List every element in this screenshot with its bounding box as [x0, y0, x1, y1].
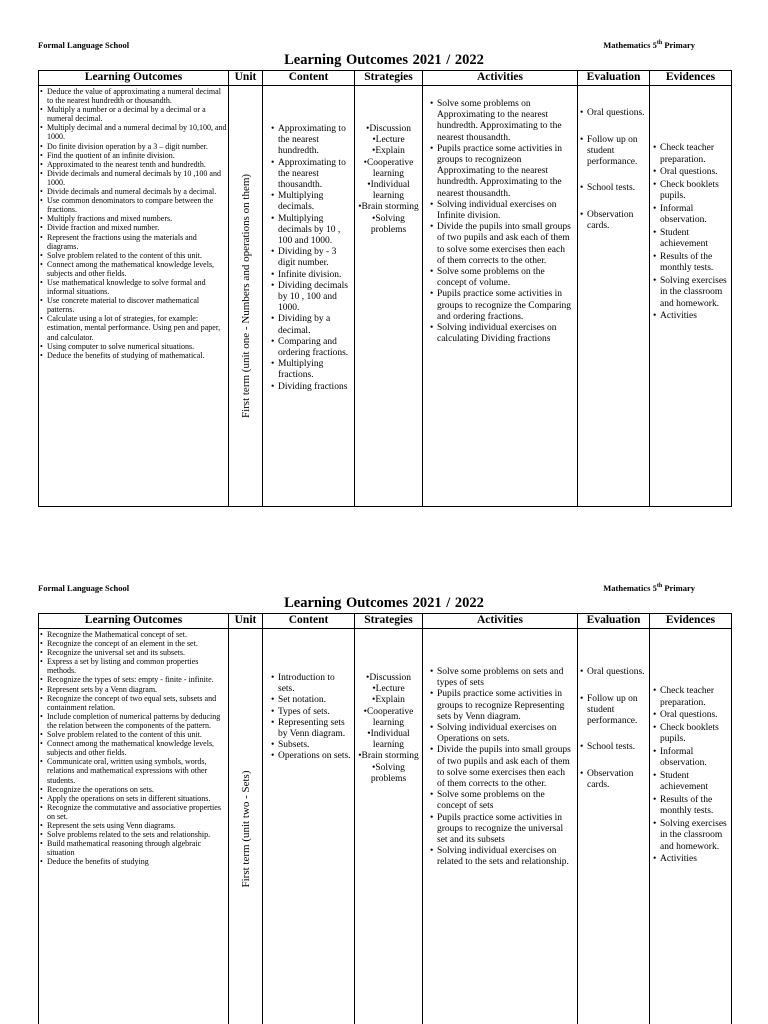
list-item: • Multiplying decimals by 10 , 100 and 1000.	[270, 214, 351, 248]
list-item: • Connect among the mathematical knowledge levels, subjects and other fields.	[39, 260, 228, 278]
header-learning-outcomes: Learning Outcomes	[39, 71, 229, 86]
header-strategies: Strategies	[355, 614, 423, 629]
list-item: • Subsets.	[270, 740, 351, 751]
outcomes-list	[39, 87, 228, 360]
list-item: • Comparing and ordering fractions.	[270, 337, 351, 359]
list-item: • Solving individual exercises on calculating Dividing fractions	[428, 323, 573, 345]
list-item: • Solve some problems on sets and types of sets	[428, 667, 573, 689]
list-item: • Informal observation.	[651, 747, 731, 770]
learning-outcomes-table	[38, 613, 732, 1024]
page-title: Learning Outcomes 2021 / 2022	[284, 595, 484, 611]
list-item: • Deduce the benefits of studying	[39, 857, 228, 866]
list-item: • Solve some problems on Approximating to the nearest hundredth. Approximating to the nearest thousandth.	[428, 99, 573, 144]
content-list	[263, 673, 354, 763]
evidences-cell	[650, 86, 732, 507]
list-item: • Observation cards.	[579, 210, 649, 232]
list-item: • Check booklets pupils.	[651, 723, 731, 746]
list-item: • Introduction to sets.	[270, 673, 351, 695]
list-item: • Deduce the benefits of studying of mathematical.	[39, 351, 228, 360]
list-item: • Dividing by - 3 digit number.	[270, 247, 351, 269]
list-item: • Discussion	[355, 673, 422, 684]
evaluation-cell	[578, 86, 650, 507]
unit-cell	[229, 629, 263, 1024]
list-item: • Solving problems	[355, 214, 422, 236]
list-item: • Divide fraction and mixed number.	[39, 223, 228, 232]
list-item: • Recognize the types of sets: empty - finite - infinite.	[39, 675, 228, 684]
subject-label: Mathematics 5th Primary	[603, 583, 695, 593]
list-item: • Divide decimals and numeral decimals by a decimal.	[39, 187, 228, 196]
activities-list	[423, 667, 577, 869]
list-item: • Activities	[651, 311, 731, 323]
list-item: • Solving individual exercises on Infinite division.	[428, 200, 573, 222]
list-item: • Represent sets by a Venn diagram.	[39, 685, 228, 694]
content-cell	[263, 86, 355, 507]
page-title: Learning Outcomes 2021 / 2022	[284, 52, 484, 68]
unit-label: First term (unit two - Sets)	[239, 769, 252, 888]
list-item: • Recognize the operations on sets.	[39, 785, 228, 794]
list-item: • Divide decimals and numeral decimals by 10 ,100 and 1000.	[39, 169, 228, 187]
list-item: • Calculate using a lot of strategies, for example: estimation, mental performance. Using pen and paper, and calculator.	[39, 314, 228, 341]
list-item: • Dividing fractions	[270, 382, 351, 393]
list-item: • Include completion of numerical patterns by deducing the relation between the components of the pattern.	[39, 712, 228, 730]
list-item: • Approximated to the nearest tenth and hundredth.	[39, 160, 228, 169]
content-list	[263, 124, 354, 393]
list-item: • Explain	[355, 695, 422, 706]
list-item: • Using computer to solve numerical situations.	[39, 342, 228, 351]
evaluation-list	[579, 667, 649, 791]
list-item: • Discussion	[355, 124, 422, 135]
activities-list	[423, 99, 577, 345]
content-cell	[263, 629, 355, 1024]
list-item: • Oral questions.	[651, 710, 731, 722]
list-item: • Recognize the concept of an element in the set.	[39, 639, 228, 648]
list-item: • Dividing decimals by 10 , 100 and 1000.	[270, 281, 351, 315]
evaluation-cell	[578, 629, 650, 1024]
list-item: • Solve problems related to the sets and relationship.	[39, 830, 228, 839]
list-item: • Pupils practice some activities in groups to recognizeon Approximating to the nearest hundredth. Approximating to the nearest thousandth.	[428, 144, 573, 200]
header-strategies: Strategies	[355, 71, 423, 86]
list-item: • Check booklets pupils.	[651, 180, 731, 203]
list-item: • Solve problem related to the content of this unit.	[39, 730, 228, 739]
unit-label: First term (unit one - Numbers and operations on them)	[239, 173, 252, 419]
outcomes-cell	[39, 86, 229, 507]
list-item: • Divide the pupils into small groups of two pupils and ask each of them to solve some exercises then each of them corrects to the other.	[428, 222, 573, 267]
list-item: • Recognize the concept of two equal sets, subsets and containment relation.	[39, 694, 228, 712]
activities-cell	[423, 629, 578, 1024]
list-item: • Set notation.	[270, 695, 351, 706]
list-item: • Multiply fractions and mixed numbers.	[39, 214, 228, 223]
list-item: • Activities	[651, 854, 731, 866]
header-unit: Unit	[229, 614, 263, 629]
list-item: • Deduce the value of approximating a numeral decimal to the nearest hundredth or thousandth.	[39, 87, 228, 105]
list-item: • School tests.	[579, 183, 649, 194]
list-item: • Solve some problems on the concept of sets	[428, 790, 573, 812]
list-item: • Dividing by a decimal.	[270, 314, 351, 336]
list-item: • Divide the pupils into small groups of two pupils and ask each of them to solve some exercises then each of them corrects to the other.	[428, 745, 573, 790]
list-item: • Infinite division.	[270, 270, 351, 281]
list-item: • Explain	[355, 146, 422, 157]
list-item: • Approximating to the nearest thousandth.	[270, 158, 351, 192]
header-evaluation: Evaluation	[578, 71, 650, 86]
list-item: • Communicate oral, written using symbols, words, relations and mathematical expressions with other students.	[39, 757, 228, 784]
list-item: • Solving problems	[355, 763, 422, 785]
list-item: • Pupils practice some activities in groups to recognize Representing sets by Venn diagram.	[428, 689, 573, 723]
header-content: Content	[263, 71, 355, 86]
list-item: • School tests.	[579, 742, 649, 753]
outcomes-cell	[39, 629, 229, 1024]
list-item: • Student achievement	[651, 228, 731, 251]
list-item: • Recognize the Mathematical concept of set.	[39, 630, 228, 639]
strategies-list	[355, 124, 422, 236]
header-content: Content	[263, 614, 355, 629]
header-evaluation: Evaluation	[578, 614, 650, 629]
list-item: • Connect among the mathematical knowledge levels, subjects and other fields.	[39, 739, 228, 757]
list-item: • Recognize the universal set and its subsets.	[39, 648, 228, 657]
list-item: • Follow up on student performance.	[579, 135, 649, 168]
school-name: Formal Language School	[38, 40, 130, 50]
list-item: • Solving individual exercises on Operations on sets.	[428, 723, 573, 745]
list-item: • Oral questions.	[651, 167, 731, 179]
header-evidences: Evidences	[650, 614, 732, 629]
list-item: • Brain storming	[355, 202, 422, 213]
list-item: • Operations on sets.	[270, 751, 351, 762]
list-item: • Pupils practice some activities in groups to recognize the Comparing and ordering fractions.	[428, 289, 573, 323]
list-item: • Multiplying fractions.	[270, 359, 351, 381]
list-item: • Build mathematical reasoning through algebraic situation	[39, 839, 228, 857]
header-activities: Activities	[423, 614, 578, 629]
evidences-cell	[650, 629, 732, 1024]
strategies-cell	[355, 629, 423, 1024]
list-item: • Solving exercises in the classroom and homework.	[651, 819, 731, 854]
learning-outcomes-table	[38, 70, 732, 507]
list-item: • Find the quotient of an infinite division.	[39, 151, 228, 160]
header-activities: Activities	[423, 71, 578, 86]
list-item: • Individual learning	[355, 180, 422, 202]
list-item: • Use mathematical knowledge to solve formal and informal situations.	[39, 278, 228, 296]
school-name: Formal Language School	[38, 583, 130, 593]
list-item: • Cooperative learning	[355, 158, 422, 180]
list-item: • Lecture	[355, 135, 422, 146]
list-item: • Use common denominators to compare between the fractions.	[39, 196, 228, 214]
list-item: • Solve some problems on the concept of volume.	[428, 267, 573, 289]
list-item: • Results of the monthly tests.	[651, 795, 731, 818]
strategies-list	[355, 673, 422, 785]
evidences-list	[651, 686, 731, 866]
list-item: • Multiply decimal and a numeral decimal by 10,100, and 1000.	[39, 123, 228, 141]
list-item: • Lecture	[355, 684, 422, 695]
list-item: • Express a set by listing and common properties methods.	[39, 657, 228, 675]
list-item: • Informal observation.	[651, 204, 731, 227]
list-item: • Oral questions.	[579, 108, 649, 119]
list-item: • Represent the fractions using the materials and diagrams.	[39, 233, 228, 251]
list-item: • Individual learning	[355, 729, 422, 751]
list-item: • Approximating to the nearest hundredth.	[270, 124, 351, 158]
list-item: • Brain storming	[355, 751, 422, 762]
list-item: • Check teacher preparation.	[651, 143, 731, 166]
list-item: • Types of sets.	[270, 707, 351, 718]
list-item: • Check teacher preparation.	[651, 686, 731, 709]
evaluation-list	[579, 108, 649, 232]
list-item: • Represent the sets using Venn diagrams.	[39, 821, 228, 830]
unit-cell	[229, 86, 263, 507]
evidences-list	[651, 143, 731, 323]
header-learning-outcomes: Learning Outcomes	[39, 614, 229, 629]
list-item: • Recognize the commutative and associative properties on set.	[39, 803, 228, 821]
list-item: • Solve problem related to the content of this unit.	[39, 251, 228, 260]
list-item: • Solving exercises in the classroom and homework.	[651, 276, 731, 311]
list-item: • Representing sets by Venn diagram.	[270, 718, 351, 740]
list-item: • Oral questions.	[579, 667, 649, 678]
strategies-cell	[355, 86, 423, 507]
list-item: • Solving individual exercises on related to the sets and relationship.	[428, 846, 573, 868]
subject-label: Mathematics 5th Primary	[603, 40, 695, 50]
list-item: • Follow up on student performance.	[579, 694, 649, 727]
list-item: • Cooperative learning	[355, 707, 422, 729]
list-item: • Multiply a number or a decimal by a decimal or a numeral decimal.	[39, 105, 228, 123]
header-evidences: Evidences	[650, 71, 732, 86]
header-unit: Unit	[229, 71, 263, 86]
list-item: • Pupils practice some activities in groups to recognize the universal set and its subsets	[428, 813, 573, 847]
list-item: • Student achievement	[651, 771, 731, 794]
list-item: • Multiplying decimals.	[270, 191, 351, 213]
list-item: • Results of the monthly tests.	[651, 252, 731, 275]
list-item: • Do finite division operation by a 3 – digit number.	[39, 142, 228, 151]
list-item: • Use concrete material to discover mathematical patterns.	[39, 296, 228, 314]
list-item: • Observation cards.	[579, 769, 649, 791]
outcomes-list	[39, 630, 228, 866]
list-item: • Apply the operations on sets in different situations.	[39, 794, 228, 803]
activities-cell	[423, 86, 578, 507]
